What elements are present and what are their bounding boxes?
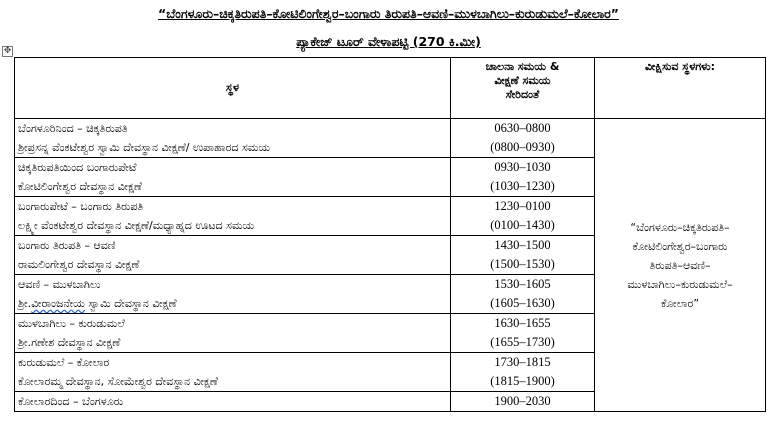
time-text: 0630–0800 xyxy=(494,121,551,135)
sites-line: “ಬೆಂಗಳೂರು–ಚಿಕ್ಕತಿರುಪತಿ– xyxy=(630,220,730,234)
sites-line: ತಿರುಪತಿ–ಆವಣಿ– xyxy=(649,258,711,272)
time-cell xyxy=(451,275,595,314)
route-text: ಆವಣಿ – ಮುಳಬಾಗಿಲು xyxy=(18,278,101,291)
header-place: ಸ್ಥಳ xyxy=(15,58,451,119)
time-cell xyxy=(451,158,595,197)
place-cell xyxy=(15,314,451,353)
schedule-table xyxy=(14,57,766,412)
route-text: ಕುರುಡುಮಲೆ – ಕೋಲಾರ xyxy=(18,356,110,369)
document-subtitle: ಪ್ಯಾಕೇಜ್ ಟೂರ್ ವೇಳಾಪಟ್ಟಿ (270 ಕಿ.ಮೀ) xyxy=(296,34,481,49)
sites-line: ಮುಳಬಾಗಿಲು–ಕುರುಡುಮಲೆ– xyxy=(627,277,733,291)
time-text: 1430–1500 xyxy=(494,238,551,252)
detail-suffix: ಸ್ವಾಮಿ ದೇವಸ್ಥಾನ ವೀಕ್ಷಣೆ xyxy=(84,297,177,310)
detail-text xyxy=(18,294,447,313)
detail-text: ರಾಮಲಿಂಗೇಶ್ವರ ದೇವಸ್ಥಾನ ವೀಕ್ಷಣೆ xyxy=(18,258,140,271)
document-title: “ಬೆಂಗಳೂರು–ಚಿಕ್ಕತಿರುಪತಿ–ಕೋಟಿಲಿಂಗೇಶ್ವರ–ಬಂಗಾರು ತಿರುಪತಿ–ಆವಣಿ–ಮುಳಬಾಗಿಲು–ಕುರುಡುಮಲೆ–ಕೋಲಾರ” xyxy=(158,6,619,21)
spellcheck-flagged-word[interactable]: ವೀರಾಂಜನೇಯ xyxy=(31,297,85,310)
header-time xyxy=(451,58,595,119)
detail-text: ಕೋಲಾರಮ್ಮ ದೇವಸ್ಥಾನ, ಸೋಮೇಶ್ವರ ದೇವಸ್ಥಾನ ವೀಕ್ಷಣೆ xyxy=(18,375,218,388)
place-cell xyxy=(15,158,451,197)
time-text: 1630–1655 xyxy=(494,316,551,330)
time-cell xyxy=(451,119,595,158)
header-time-line: ಚಾಲನಾ ಸಮಯ & xyxy=(485,60,560,73)
header-time-line: ವೀಕ್ಷಣೆ ಸಮಯ xyxy=(494,74,551,87)
sites-line: ಕೋಟಿಲಿಂಗೇಶ್ವರ–ಬಂಗಾರು xyxy=(632,239,728,253)
time-text: 1230–0100 xyxy=(494,199,551,213)
time-cell xyxy=(451,197,595,236)
time-alt-text: (1030–1230) xyxy=(490,179,555,193)
route-text: ಬಂಗಾರುಪೇಟೆ – ಬಂಗಾರು ತಿರುಪತಿ xyxy=(18,200,144,213)
time-alt-text: (0800–0930) xyxy=(490,140,555,154)
header-sites: ವೀಕ್ಷಿಸುವ ಸ್ಥಳಗಳು: xyxy=(595,58,766,119)
detail-text: ಲಕ್ಷ್ಮೀ ವೆಂಕಟೇಶ್ವರ ದೇವಸ್ಥಾನ ವೀಕ್ಷಣೆ/ಮಧ್ಯಾಹ್ನದ ಊಟದ ಸಮಯ xyxy=(18,219,255,232)
sites-cell xyxy=(595,119,766,412)
table-move-handle-icon[interactable]: ✥ xyxy=(3,46,12,56)
table-header-row xyxy=(15,58,766,119)
time-cell xyxy=(451,236,595,275)
place-cell xyxy=(15,119,451,158)
time-cell xyxy=(451,353,595,392)
time-alt-text: (1815–1900) xyxy=(490,374,555,388)
route-text: ಬಂಗಾರು ತಿರುಪತಿ – ಆವಣಿ xyxy=(18,239,116,252)
table-row xyxy=(15,119,766,158)
time-alt-text: (1500–1530) xyxy=(490,257,555,271)
time-alt-text: (1605–1630) xyxy=(490,296,555,310)
time-alt-text: (0100–1430) xyxy=(490,218,555,232)
route-text: ಮುಳಬಾಗಿಲು – ಕುರುಡುಮಲೆ xyxy=(18,317,125,330)
time-text: 1730–1815 xyxy=(494,355,551,369)
time-text: 0930–1030 xyxy=(494,160,551,174)
route-text: ಕೋಲಾರದಿಂದ – ಬೆಂಗಳೂರು xyxy=(18,395,124,408)
header-time-line: ಸೇರಿದಂತೆ xyxy=(505,88,540,101)
time-text: 1900–2030 xyxy=(494,394,551,408)
place-cell xyxy=(15,236,451,275)
time-text: 1530–1605 xyxy=(494,277,551,291)
time-cell xyxy=(451,392,595,412)
detail-text: ಶ್ರೀಪ್ರಸನ್ನ ವೆಂಕಟೇಶ್ವರ ಸ್ವಾಮಿ ದೇವಸ್ಥಾನ ವೀಕ್ಷಣೆ/ ಉಪಾಹಾರದ ಸಮಯ xyxy=(18,141,271,154)
route-text: ಬೆಂಗಳೂರಿನಿಂದ – ಚಿಕ್ಕತಿರುಪತಿ xyxy=(18,122,128,135)
detail-text: ಕೋಟಿಲಿಂಗೇಶ್ವರ ದೇವಸ್ಥಾನ ವೀಕ್ಷಣೆ xyxy=(18,180,142,193)
time-cell xyxy=(451,314,595,353)
place-cell xyxy=(15,197,451,236)
route-text: ಚಿಕ್ಕತಿರುಪತಿಯಿಂದ ಬಂಗಾರುಪೇಟೆ xyxy=(18,161,137,174)
place-cell xyxy=(15,392,451,412)
detail-prefix: ಶ್ರೀ. xyxy=(18,297,32,310)
place-cell xyxy=(15,275,451,314)
time-alt-text: (1655–1730) xyxy=(490,335,555,349)
sites-line: ಕೋಲಾರ” xyxy=(660,296,700,310)
place-cell xyxy=(15,353,451,392)
detail-text: ಶ್ರೀ.ಗಣೇಶ ದೇವಸ್ಥಾನ ವೀಕ್ಷಣೆ xyxy=(18,336,121,349)
